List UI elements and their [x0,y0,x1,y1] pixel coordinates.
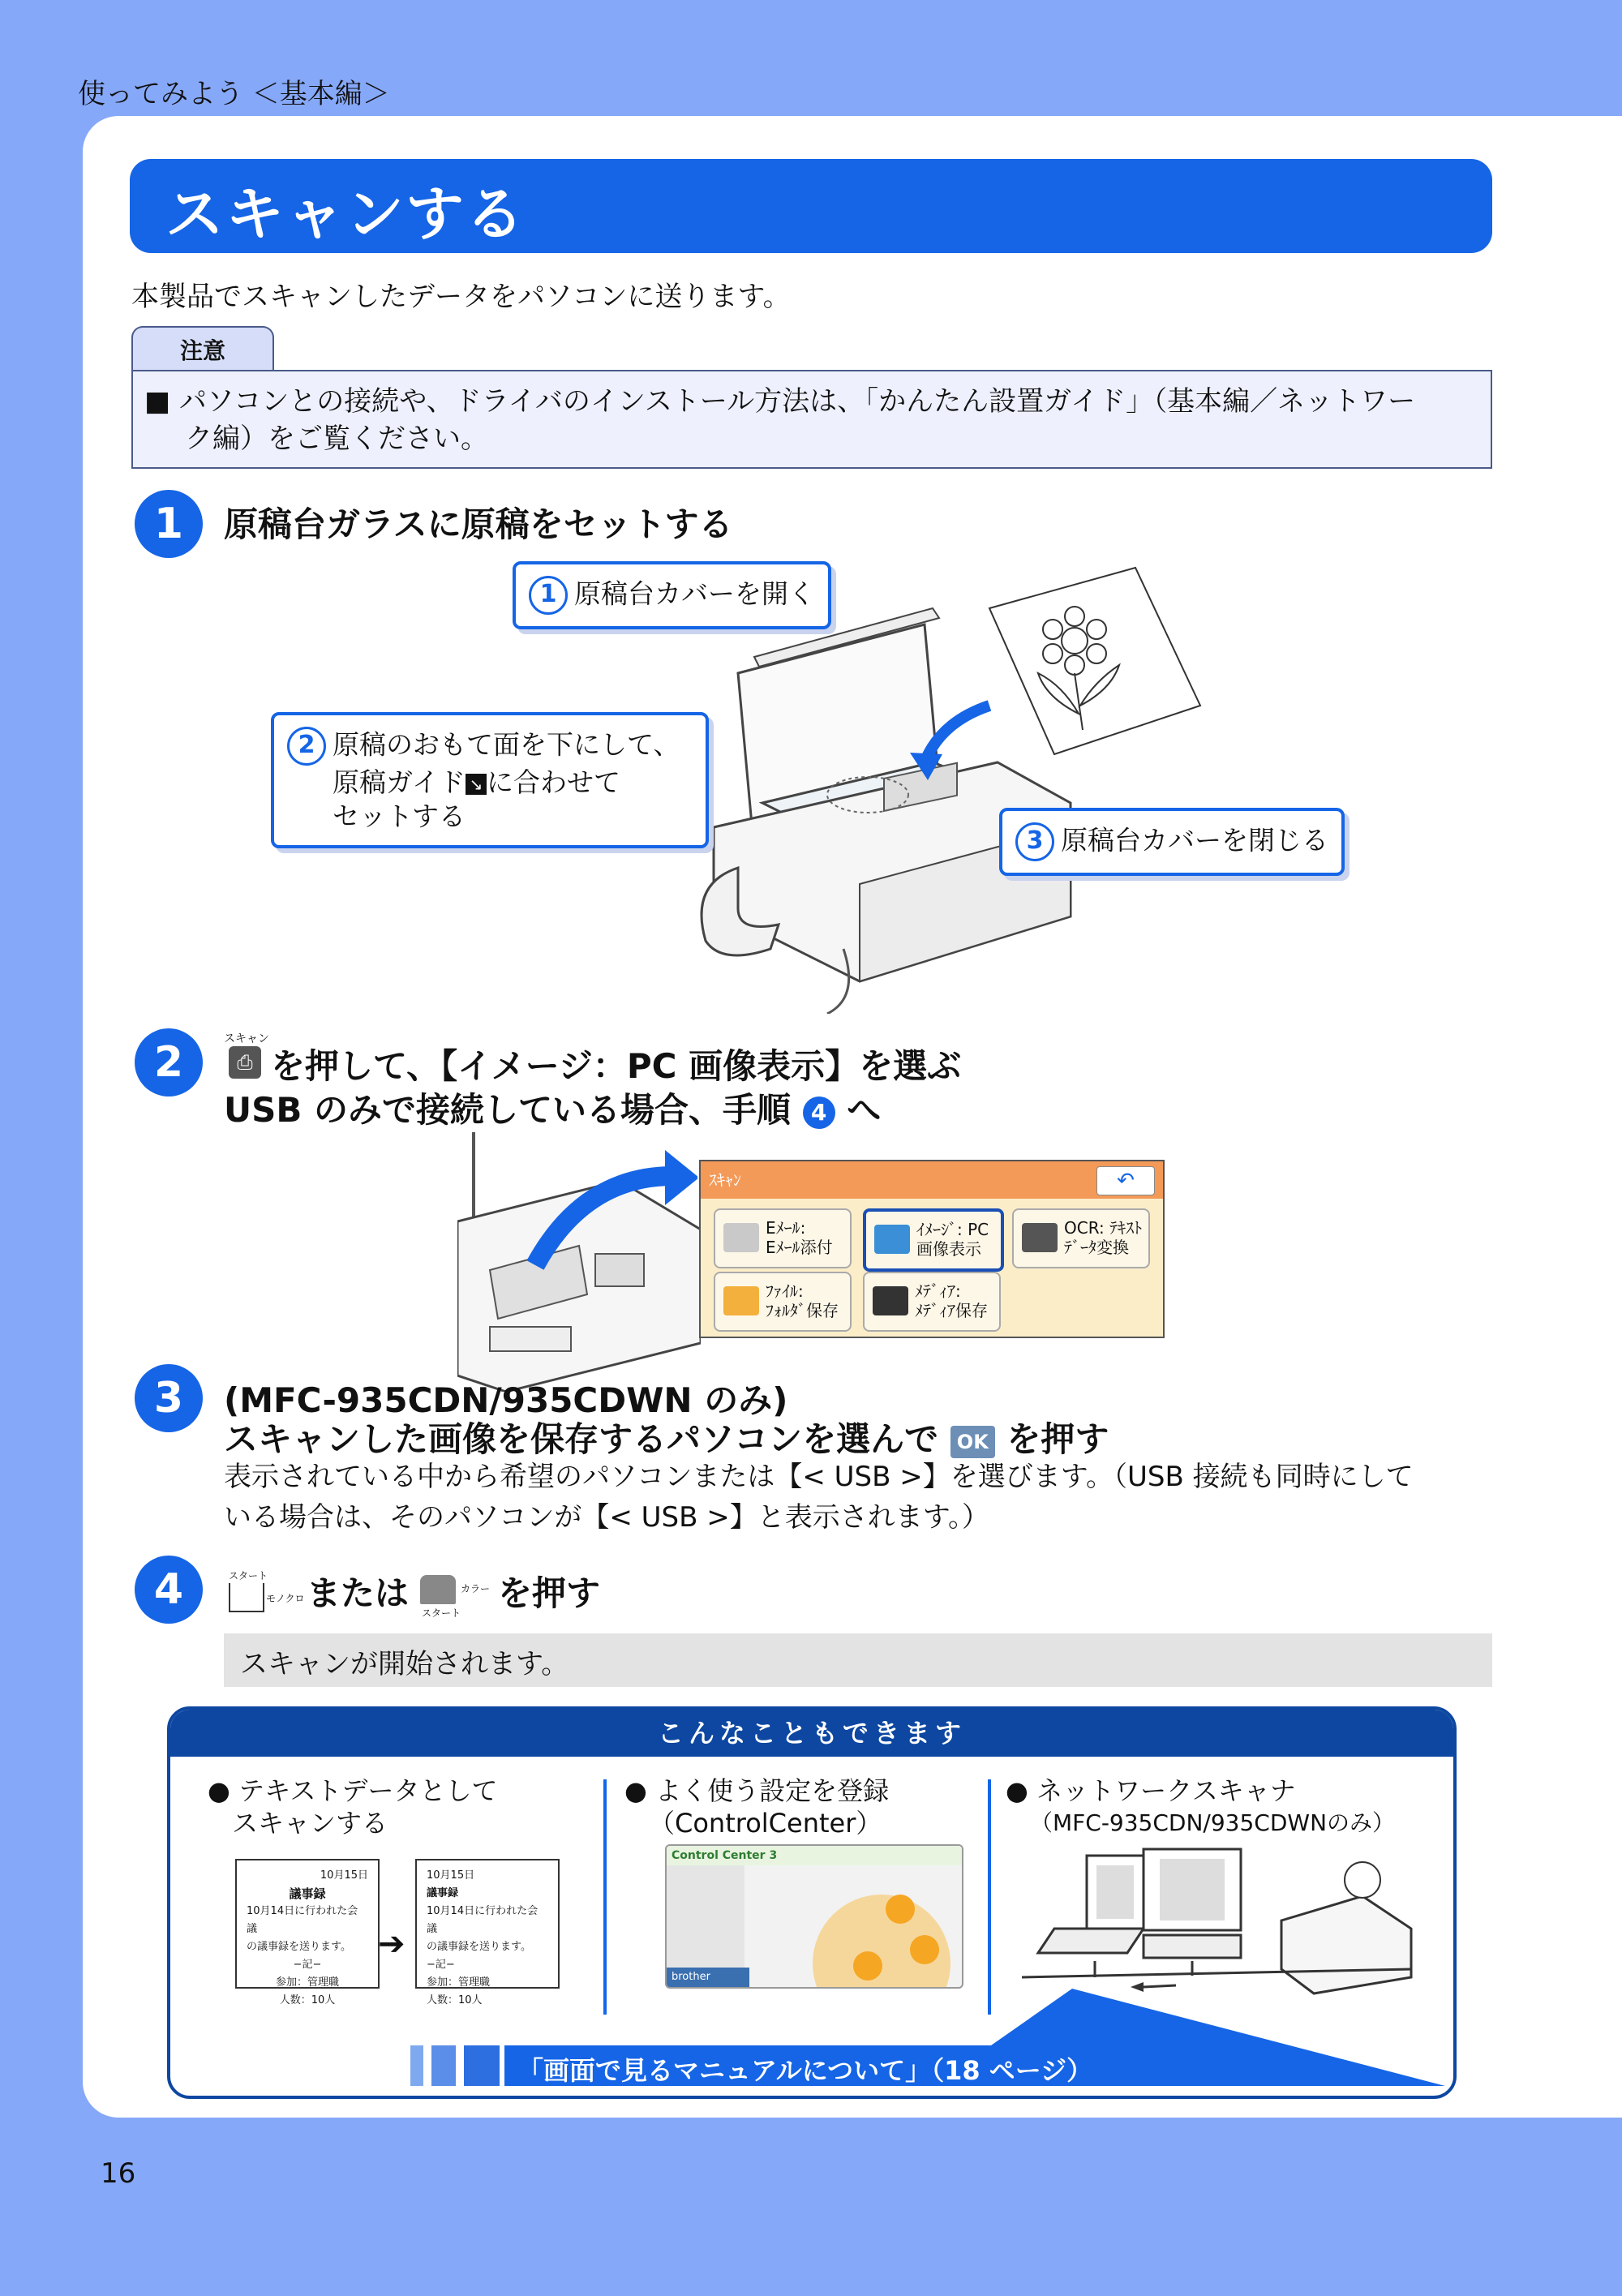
step-3-title-line-2 [224,1413,1109,1461]
mono-start-key-icon [229,1583,264,1612]
extras-col-3-line-2: （MFC-935CDN/935CDWNのみ） [1030,1809,1396,1836]
page-title: スキャンする [165,180,526,248]
note-text [144,383,1474,457]
scanned-document-card [235,1859,380,2006]
step-2-title-line-2b: へ [847,1090,882,1130]
email-scan-button[interactable] [714,1208,852,1268]
media-label-2: ﾒﾃﾞｨｱ保存 [915,1301,988,1320]
doc-left-line-3: −記− [293,1959,322,1971]
callout-2-line-2b: に合わせて [487,766,621,798]
callout-1-number: 1 [529,576,568,615]
media-label-1: ﾒﾃﾞｨｱ: [915,1281,961,1301]
mono-key-top-caption: スタート [229,1570,268,1581]
callout-close-cover [999,808,1345,876]
media-card-icon [873,1286,908,1315]
callout-2-line-2a: 原稿ガイド [333,766,466,798]
step-2-title-line-2a: USB のみで接続している場合、手順 [224,1090,791,1130]
extras-box [167,1706,1457,2099]
brother-logo: brother [667,1968,749,1987]
callout-3-text: 原稿台カバーを閉じる [1061,824,1328,856]
image-label-2: 画像表示 [916,1239,981,1259]
dial-button-1 [886,1895,915,1924]
step-3-title-line-1: (MFC-935CDN/935CDWN のみ) [224,1380,788,1420]
image-label-1: ｲﾒｰｼﾞ: PC [916,1220,989,1239]
step-ref-4: 4 [803,1097,835,1129]
extras-col-2-line-2: （ControlCenter） [649,1808,882,1839]
file-label-1: ﾌｧｲﾙ: [766,1281,804,1301]
dial-button-2 [910,1935,939,1964]
controlcenter-sidebar [667,1865,744,1968]
step-3-number: 3 [135,1364,203,1432]
callout-3-number: 3 [1015,822,1054,861]
email-label-2: Eﾒｰﾙ添付 [766,1238,833,1257]
color-key-side-caption: カラー [461,1583,491,1594]
column-divider-2 [988,1779,991,2015]
file-label-2: ﾌｫﾙﾀﾞ保存 [766,1301,839,1320]
dial-button-3 [853,1951,882,1981]
step-1-title: 原稿台ガラスに原稿をセットする [224,504,733,544]
ocr-label-2: ﾃﾞｰﾀ変換 [1064,1238,1129,1257]
doc-right-line-3: −記− [427,1959,455,1971]
callout-open-cover [513,561,831,629]
step-2-title-line-2 [224,1084,881,1132]
screen-header [701,1161,1163,1199]
folder-icon [723,1286,759,1315]
step-3-title-line-2b: を押す [1006,1419,1109,1459]
color-key-bottom-caption: スタート [422,1607,461,1619]
file-scan-button[interactable] [714,1272,852,1332]
convert-arrow-icon: ➔ [378,1925,406,1963]
step-2-number: 2 [135,1028,203,1097]
guide-arrow-icon: ↘ [466,774,487,795]
ocr-label-1: OCR: ﾃｷｽﾄ [1064,1218,1143,1238]
text-data-card [415,1859,560,2006]
doc-right-date: 10月15日 [427,1869,475,1882]
arrow-to-screen [519,1144,697,1273]
extras-col-3-text [1006,1775,1395,1839]
doc-right-line-2: の議事録を送ります。 [427,1941,531,1953]
ok-key: OK [950,1426,995,1458]
scan-key-icon: ⎙ [229,1046,261,1079]
step-4-number: 4 [135,1556,203,1624]
controlcenter-window [665,1844,963,1989]
result-text: スキャンが開始されます。 [240,1648,569,1680]
text-document-icon [1022,1223,1058,1252]
network-scanner-illustration [1022,1848,1427,2002]
link-stripe-3 [464,2045,500,2086]
doc-right-line-5: 人数：10人 [427,1994,483,2006]
doc-right-title: 議事録 [427,1887,459,1899]
section-label: 使ってみよう ＜基本編＞ [78,78,390,110]
extras-col-2-text [624,1775,889,1839]
color-start-key-icon [420,1575,456,1604]
manual-link[interactable]: 「画面で見るマニュアルについて」（18 ページ） [517,2055,1093,2086]
doc-left-line-4: 参加：管理職 [275,1976,339,1989]
doc-right-line-1: 10月14日に行われた会議 [427,1905,539,1935]
back-button[interactable]: ↶ [1096,1166,1155,1195]
note-tab: 注意 [131,326,274,375]
link-stripe-2 [431,2045,456,2086]
scan-touch-screen [699,1160,1165,1338]
mail-icon [723,1223,759,1252]
extras-heading: こんなこともできます [170,1710,1453,1757]
doc-left-title: 議事録 [289,1886,326,1901]
ocr-scan-button[interactable] [1012,1208,1150,1268]
step-3-body-line-2: いる場合は、そのパソコンが【< USB >】と表示されます。） [224,1501,989,1534]
email-label-1: Eﾒｰﾙ: [766,1218,806,1238]
callout-2-line-1: 原稿のおもて面を下にして、 [333,728,680,761]
step-3-body [224,1457,1414,1538]
mono-key-side-caption: モノクロ [266,1593,305,1604]
doc-left-line-5: 人数：10人 [279,1994,336,2006]
note-line-1: ■ パソコンとの接続や、ドライバのインストール方法は、「かんたん設置ガイド」（基本編／ネットワー [144,385,1416,418]
extras-col-1-line-1: ● テキストデータとして [208,1775,498,1806]
image-icon [874,1225,910,1254]
callout-2-line-3: セットする [333,800,466,832]
screen-title: ｽｷｬﾝ [709,1170,741,1190]
image-pc-scan-button[interactable] [863,1208,1004,1272]
doc-left-line-1: 10月14日に行われた会議 [247,1905,358,1935]
doc-left-date: 10月15日 [320,1869,368,1882]
page-number: 16 [101,2157,136,2190]
extras-col-1-text [208,1775,497,1839]
column-divider-1 [603,1779,607,2015]
extras-col-3-line-1: ● ネットワークスキャナ [1006,1775,1296,1806]
note-line-2: ク編）をご覧ください。 [185,423,488,455]
intro-text: 本製品でスキャンしたデータをパソコンに送ります。 [131,281,791,313]
scan-key-caption: スキャン [224,1032,269,1045]
callout-2-number: 2 [287,727,326,766]
media-scan-button[interactable] [863,1272,1001,1332]
doc-right-line-4: 参加：管理職 [427,1976,491,1989]
step-3-title-line-2a: スキャンした画像を保存するパソコンを選んで [224,1419,939,1459]
step-4-press: を押す [498,1573,601,1613]
controlcenter-title: Control Center 3 [667,1846,962,1865]
extras-col-2-line-1: ● よく使う設定を登録 [624,1775,890,1806]
callout-1-text: 原稿台カバーを開く [574,577,815,610]
step-3-body-line-1: 表示されている中から希望のパソコンまたは【< USB >】を選びます。（USB 接続も同時にして [224,1461,1414,1493]
extras-col-1-line-2: スキャンする [232,1808,388,1839]
link-stripe-1 [410,2045,423,2086]
or-text: または [307,1573,410,1613]
step-2-title-line-1: を押して、【イメージ：PC 画像表示】を選ぶ [271,1046,962,1086]
step-1-number: 1 [135,490,203,558]
doc-left-line-2: の議事録を送ります。 [247,1941,351,1953]
callout-place-document [271,712,709,848]
